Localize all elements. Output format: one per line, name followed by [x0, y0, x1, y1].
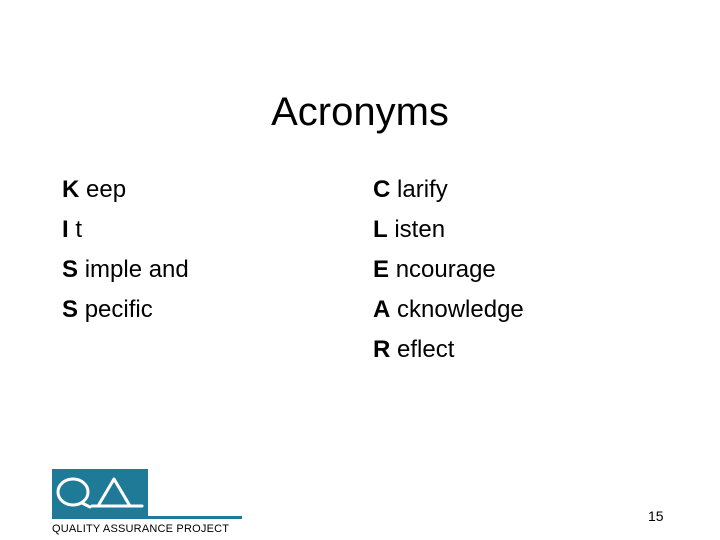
logo-underline: [52, 516, 242, 519]
acronym-word: larify: [397, 176, 448, 203]
acronym-initial: L: [373, 216, 388, 243]
acronym-word: imple and: [84, 256, 189, 283]
acronym-initial: E: [373, 256, 390, 283]
acronym-initial: R: [373, 336, 391, 363]
acronym-initial: S: [62, 296, 79, 323]
acronym-line: [62, 210, 189, 250]
acronym-word: pecific: [84, 296, 153, 323]
acronym-line: [62, 290, 189, 330]
acronym-word: ncourage: [395, 256, 496, 283]
clear-acronym-list: [373, 170, 524, 370]
acronym-line: [62, 170, 189, 210]
acronym-initial: C: [373, 176, 391, 203]
acronym-word: isten: [394, 216, 446, 243]
acronym-word: eflect: [397, 336, 455, 363]
acronym-word: t: [75, 216, 83, 243]
acronym-line: [373, 250, 524, 290]
acronym-word: eep: [86, 176, 127, 203]
kiss-acronym-list: [62, 170, 189, 330]
acronym-line: [62, 250, 189, 290]
acronym-initial: A: [373, 296, 391, 323]
acronym-line: [373, 330, 524, 370]
acronym-line: [373, 210, 524, 250]
acronym-initial: K: [62, 176, 80, 203]
qa-logo-icon: [52, 469, 148, 517]
acronym-word: cknowledge: [397, 296, 524, 323]
acronym-line: [373, 290, 524, 330]
acronym-initial: S: [62, 256, 79, 283]
page-number: 15: [648, 508, 664, 524]
acronym-initial: I: [62, 216, 69, 243]
page-title: Acronyms: [271, 90, 449, 134]
org-name: QUALITY ASSURANCE PROJECT: [52, 523, 230, 535]
qa-logo-graphic: [52, 469, 148, 517]
acronym-line: [373, 170, 524, 210]
